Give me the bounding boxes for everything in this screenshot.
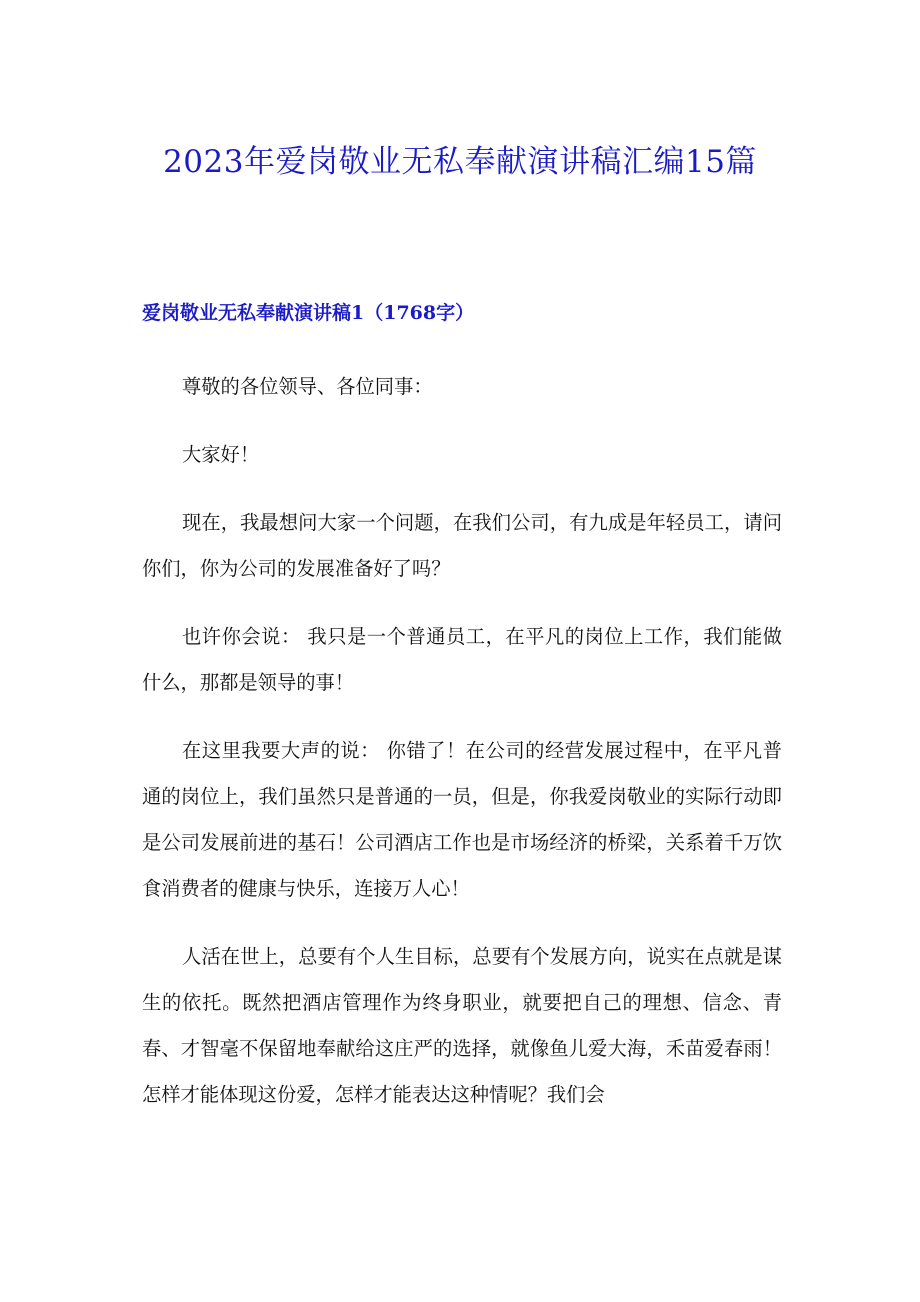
paragraph: 人活在世上，总要有个人生目标，总要有个发展方向，说实在点就是谋生的依托。既然把酒店管理作为终身职业，就要把自己的理想、信念、青春、才智毫不保留地奉献给这庄严的选择，就像鱼儿爱大海，禾苗爱春雨！怎样才能体现这份爱，怎样才能表达这种情呢？我们会 xyxy=(142,945,782,1106)
document-title: 2023年爱岗敬业无私奉献演讲稿汇编15篇 xyxy=(163,144,757,180)
paragraph-salutation: 尊敬的各位领导、各位同事： xyxy=(182,375,433,398)
paragraph: 现在，我最想问大家一个问题，在我们公司，有九成是年轻员工，请问你们，你为公司的发展准备好了吗？ xyxy=(142,511,782,580)
document-body xyxy=(142,364,782,1140)
paragraph-greeting: 大家好！ xyxy=(182,443,260,466)
section-heading: 爱岗敬业无私奉献演讲稿1（1768字） xyxy=(142,302,475,324)
paragraph: 也许你会说： 我只是一个普通员工，在平凡的岗位上工作，我们能做什么，那都是领导的事！ xyxy=(142,625,782,694)
paragraph: 在这里我要大声的说： 你错了！在公司的经营发展过程中，在平凡普通的岗位上，我们虽然只是普通的一员，但是，你我爱岗敬业的实际行动即是公司发展前进的基石！公司酒店工作也是市场经济的桥梁，关系着千万饮食消费者的健康与快乐，连接万人心！ xyxy=(142,739,782,900)
